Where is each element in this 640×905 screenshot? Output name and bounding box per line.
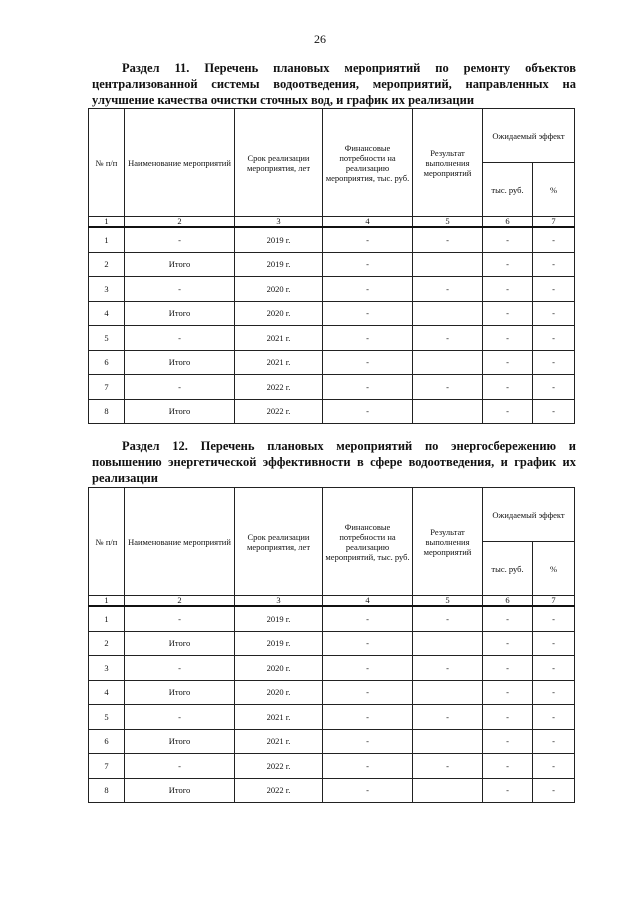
header-effect: Ожидаемый эффект <box>483 109 575 163</box>
row-term: 2019 г. <box>235 631 323 656</box>
row-finance: - <box>323 301 413 326</box>
row-term: 2019 г. <box>235 227 323 252</box>
header-effect-rub: тыс. руб. <box>483 542 533 596</box>
header-result: Результат выполнения мероприятий <box>413 109 483 217</box>
row-name: Итого <box>125 301 235 326</box>
row-term: 2021 г. <box>235 705 323 730</box>
row-effect-rub: - <box>483 350 533 375</box>
row-term: 2022 г. <box>235 375 323 400</box>
row-name: Итого <box>125 252 235 277</box>
row-name: - <box>125 606 235 631</box>
col-number: 7 <box>533 217 575 228</box>
table-row <box>89 705 575 730</box>
table-row <box>89 301 575 326</box>
row-result <box>413 631 483 656</box>
row-term: 2020 г. <box>235 680 323 705</box>
row-effect-rub: - <box>483 631 533 656</box>
row-term: 2021 г. <box>235 350 323 375</box>
table-row <box>89 326 575 351</box>
row-name: Итого <box>125 399 235 424</box>
header-term: Срок реализации мероприятия, лет <box>235 488 323 596</box>
row-term: 2022 г. <box>235 399 323 424</box>
row-finance: - <box>323 350 413 375</box>
row-result: - <box>413 277 483 302</box>
row-effect-rub: - <box>483 252 533 277</box>
row-result <box>413 680 483 705</box>
row-result: - <box>413 606 483 631</box>
row-effect-pct: - <box>533 680 575 705</box>
row-finance: - <box>323 277 413 302</box>
header-name: Наименование мероприятий <box>125 488 235 596</box>
header-effect-pct: % <box>533 163 575 217</box>
table-row <box>89 350 575 375</box>
header-term: Срок реализации мероприятия, лет <box>235 109 323 217</box>
row-result <box>413 350 483 375</box>
row-effect-pct: - <box>533 399 575 424</box>
col-number: 5 <box>413 596 483 607</box>
row-effect-rub: - <box>483 326 533 351</box>
row-result <box>413 301 483 326</box>
row-result: - <box>413 326 483 351</box>
header-num: № п/п <box>89 488 125 596</box>
row-name: Итого <box>125 631 235 656</box>
row-finance: - <box>323 729 413 754</box>
row-effect-rub: - <box>483 729 533 754</box>
row-num: 4 <box>89 680 125 705</box>
row-name: - <box>125 656 235 681</box>
col-number: 3 <box>235 596 323 607</box>
row-result <box>413 399 483 424</box>
row-name: Итого <box>125 350 235 375</box>
row-num: 7 <box>89 754 125 779</box>
col-number: 2 <box>125 217 235 228</box>
row-finance: - <box>323 252 413 277</box>
row-finance: - <box>323 656 413 681</box>
row-result: - <box>413 705 483 730</box>
row-name: Итого <box>125 778 235 803</box>
row-name: - <box>125 705 235 730</box>
row-finance: - <box>323 326 413 351</box>
row-num: 6 <box>89 350 125 375</box>
table-row <box>89 227 575 252</box>
table-row <box>89 680 575 705</box>
row-num: 3 <box>89 656 125 681</box>
row-finance: - <box>323 778 413 803</box>
column-number-row <box>89 217 575 228</box>
col-number: 1 <box>89 217 125 228</box>
row-term: 2022 г. <box>235 778 323 803</box>
row-num: 3 <box>89 277 125 302</box>
section-12-title: Раздел 12. Перечень плановых мероприятий по энергосбережению и повышению энергетической эффективности в сфере водоотведения, и график их реализации <box>92 439 576 485</box>
row-effect-pct: - <box>533 705 575 730</box>
row-result <box>413 729 483 754</box>
row-term: 2020 г. <box>235 277 323 302</box>
row-term: 2020 г. <box>235 301 323 326</box>
row-name: - <box>125 277 235 302</box>
row-term: 2019 г. <box>235 252 323 277</box>
col-number: 7 <box>533 596 575 607</box>
table-row <box>89 754 575 779</box>
col-number: 1 <box>89 596 125 607</box>
header-finance: Финансовые потребности на реализацию мероприятия, тыс. руб. <box>323 109 413 217</box>
row-finance: - <box>323 375 413 400</box>
col-number: 4 <box>323 217 413 228</box>
col-number: 6 <box>483 217 533 228</box>
table-row <box>89 277 575 302</box>
header-effect-rub: тыс. руб. <box>483 163 533 217</box>
row-term: 2021 г. <box>235 729 323 754</box>
table-row <box>89 375 575 400</box>
row-finance: - <box>323 705 413 730</box>
row-num: 8 <box>89 399 125 424</box>
header-num: № п/п <box>89 109 125 217</box>
row-result <box>413 252 483 277</box>
table-row <box>89 656 575 681</box>
row-effect-rub: - <box>483 375 533 400</box>
header-effect: Ожидаемый эффект <box>483 488 575 542</box>
col-number: 2 <box>125 596 235 607</box>
section-11-table <box>88 108 575 424</box>
row-effect-pct: - <box>533 656 575 681</box>
col-number: 5 <box>413 217 483 228</box>
row-num: 2 <box>89 631 125 656</box>
table-row <box>89 399 575 424</box>
row-num: 8 <box>89 778 125 803</box>
row-finance: - <box>323 399 413 424</box>
table-row <box>89 729 575 754</box>
col-number: 3 <box>235 217 323 228</box>
row-result <box>413 778 483 803</box>
row-name: Итого <box>125 680 235 705</box>
row-effect-rub: - <box>483 277 533 302</box>
row-effect-pct: - <box>533 606 575 631</box>
header-name: Наименование мероприятий <box>125 109 235 217</box>
column-number-row <box>89 596 575 607</box>
table-row <box>89 606 575 631</box>
row-effect-rub: - <box>483 399 533 424</box>
header-effect-pct: % <box>533 542 575 596</box>
row-term: 2019 г. <box>235 606 323 631</box>
table-row <box>89 631 575 656</box>
row-num: 6 <box>89 729 125 754</box>
row-name: - <box>125 754 235 779</box>
row-name: - <box>125 227 235 252</box>
row-effect-pct: - <box>533 729 575 754</box>
header-finance: Финансовые потребности на реализацию мероприятий, тыс. руб. <box>323 488 413 596</box>
row-effect-pct: - <box>533 301 575 326</box>
row-effect-rub: - <box>483 606 533 631</box>
row-num: 1 <box>89 606 125 631</box>
row-name: Итого <box>125 729 235 754</box>
row-effect-rub: - <box>483 705 533 730</box>
row-effect-pct: - <box>533 326 575 351</box>
row-effect-rub: - <box>483 754 533 779</box>
row-name: - <box>125 375 235 400</box>
col-number: 4 <box>323 596 413 607</box>
row-result: - <box>413 754 483 779</box>
header-result: Результат выполнения мероприятий <box>413 488 483 596</box>
row-num: 5 <box>89 705 125 730</box>
row-effect-pct: - <box>533 375 575 400</box>
row-result: - <box>413 375 483 400</box>
row-effect-pct: - <box>533 252 575 277</box>
row-effect-rub: - <box>483 301 533 326</box>
row-finance: - <box>323 227 413 252</box>
row-effect-pct: - <box>533 227 575 252</box>
row-term: 2022 г. <box>235 754 323 779</box>
row-num: 5 <box>89 326 125 351</box>
row-num: 4 <box>89 301 125 326</box>
row-effect-rub: - <box>483 227 533 252</box>
row-effect-pct: - <box>533 754 575 779</box>
row-finance: - <box>323 606 413 631</box>
col-number: 6 <box>483 596 533 607</box>
row-effect-rub: - <box>483 680 533 705</box>
table-row <box>89 778 575 803</box>
row-num: 7 <box>89 375 125 400</box>
row-effect-pct: - <box>533 631 575 656</box>
table-row <box>89 252 575 277</box>
row-effect-rub: - <box>483 656 533 681</box>
row-effect-pct: - <box>533 277 575 302</box>
row-effect-rub: - <box>483 778 533 803</box>
row-result: - <box>413 227 483 252</box>
section-12-table <box>88 487 575 803</box>
row-finance: - <box>323 680 413 705</box>
row-effect-pct: - <box>533 350 575 375</box>
section-11-title: Раздел 11. Перечень плановых мероприятий по ремонту объектов централизованной системы водоотведения, мероприятий, направленных на улучшение качества очистки сточных вод, и график их реализации <box>92 61 576 107</box>
row-num: 2 <box>89 252 125 277</box>
row-name: - <box>125 326 235 351</box>
page-number: 26 <box>314 32 326 46</box>
row-term: 2021 г. <box>235 326 323 351</box>
row-finance: - <box>323 754 413 779</box>
row-term: 2020 г. <box>235 656 323 681</box>
row-result: - <box>413 656 483 681</box>
row-num: 1 <box>89 227 125 252</box>
row-finance: - <box>323 631 413 656</box>
row-effect-pct: - <box>533 778 575 803</box>
